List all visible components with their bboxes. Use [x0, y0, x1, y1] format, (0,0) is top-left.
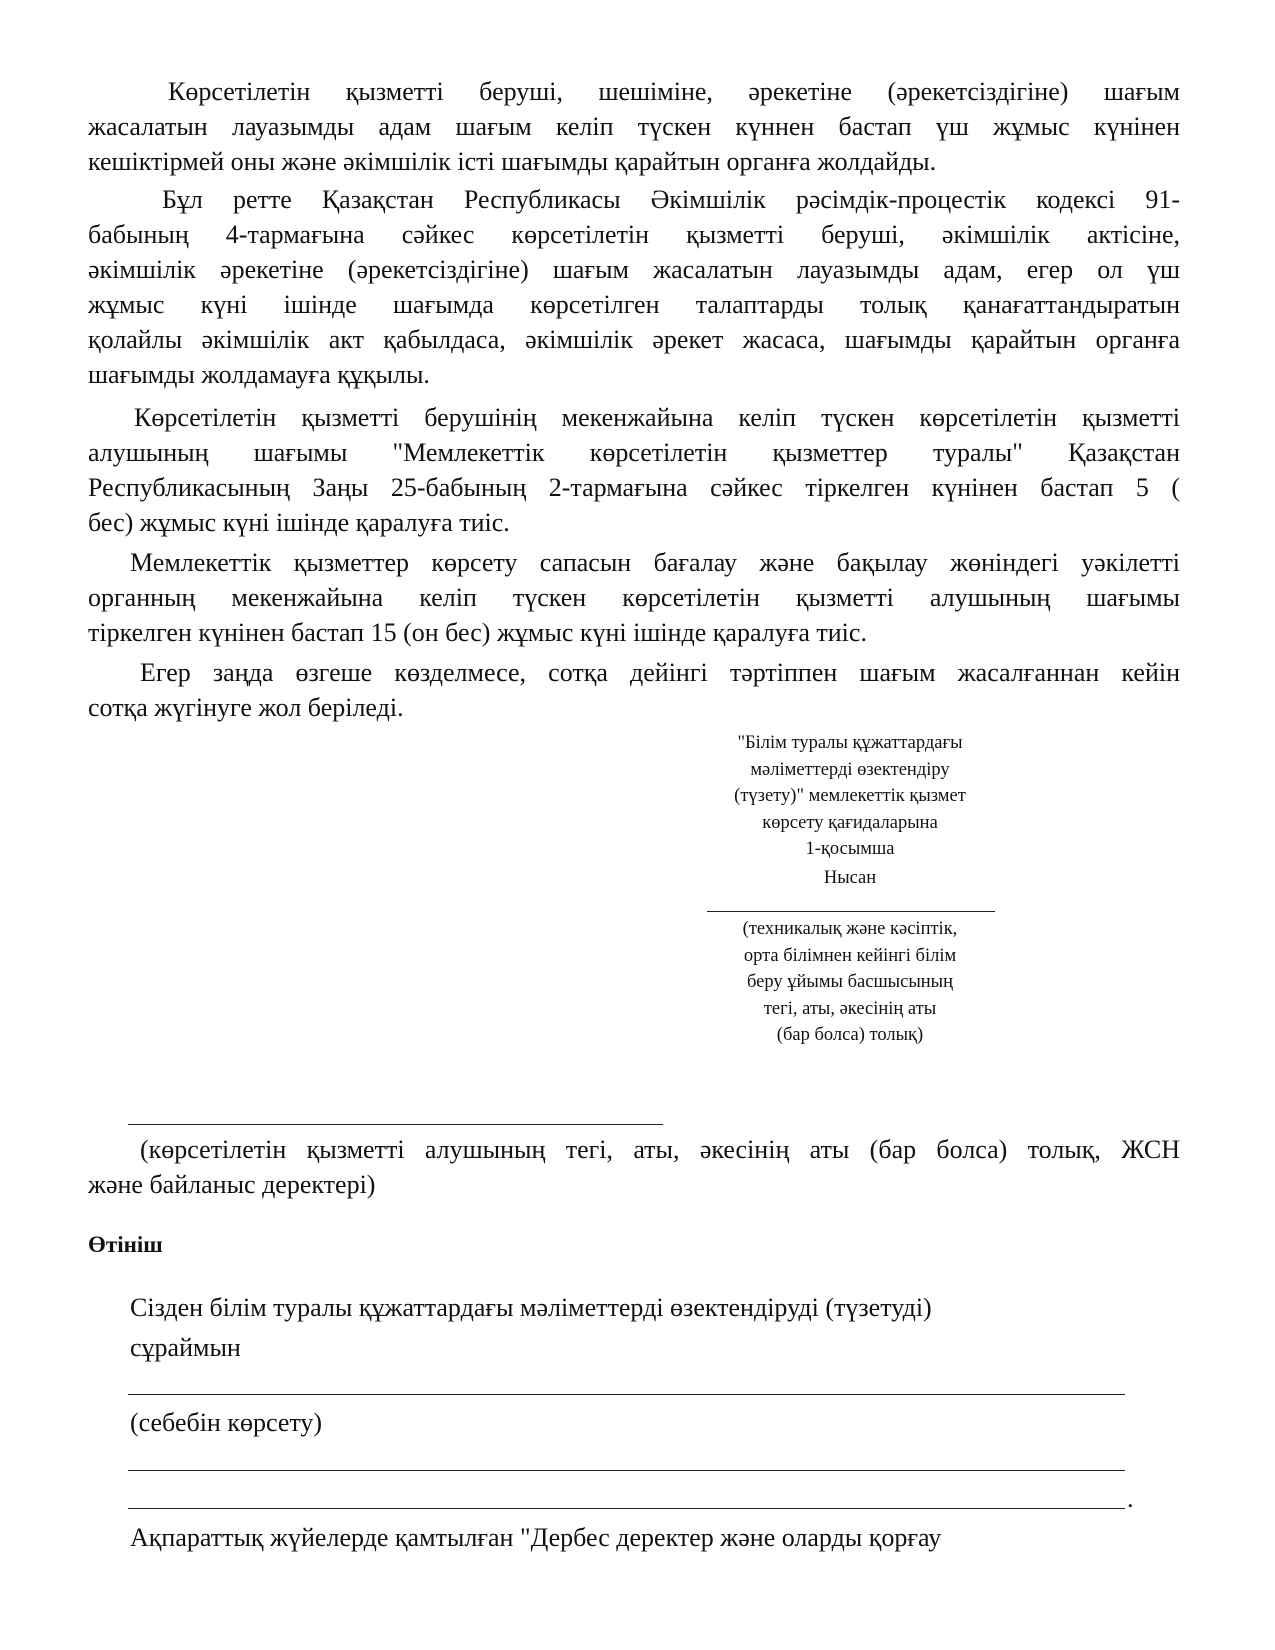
text-line: тіркелген күнінен бастап 15 (он бес) жұмыс күні ішінде қаралуға тиіс. — [88, 618, 867, 647]
text-line: сотқа жүгінуге жол беріледі. — [88, 693, 404, 722]
text-line: Ақпараттық жүйелерде қамтылған "Дербес деректер және оларды қорғау — [130, 1523, 942, 1552]
annex-line: көрсету қағидаларына — [762, 812, 938, 833]
reason-detail-line-2[interactable] — [128, 1508, 1125, 1509]
paragraph-court-appeal — [88, 655, 1180, 725]
text-line: қолайлы әкімшілік акт қабылдаса, әкімшілік әрекет жасаса, шағымды қарайтын органға — [88, 325, 1180, 354]
annex-line: мәліметтерді өзектендіру — [750, 759, 950, 780]
caption-line: тегі, аты, әкесінің аты — [763, 998, 937, 1019]
applicant-blank-line[interactable] — [128, 1124, 663, 1125]
text-line: Көрсетілетін қызметті берушінің мекенжайына келіп түскен көрсетілетін қызметті — [134, 403, 1180, 432]
text-line: жасалатын лауазымды адам шағым келіп түскен күннен бастап үш жұмыс күнінен — [88, 112, 1180, 141]
reason-caption — [130, 1405, 730, 1440]
reason-blank-line[interactable] — [128, 1394, 1125, 1395]
annex-line: "Білім туралы құжаттардағы — [737, 733, 963, 753]
text-line: (көрсетілетін қызметті алушының тегі, аты, әкесінің аты (бар болса) толық, ЖСН — [140, 1135, 1180, 1164]
end-period: . — [1127, 1484, 1134, 1513]
text-line: кешіктірмей оны және әкімшілік істі шағымды қарайтын органға жолдайды. — [88, 147, 937, 176]
applicant-caption — [88, 1132, 1180, 1202]
text-line: (себебін көрсету) — [130, 1408, 323, 1437]
text-line: Мемлекеттік қызметтер көрсету сапасын бағалау және бақылау жөніндегі уәкілетті — [130, 548, 1180, 577]
text-line: сұраймын — [130, 1333, 241, 1362]
caption-line: (бар болса) толық) — [776, 1025, 924, 1045]
text-line: бабының 4-тармағына сәйкес көрсетілетін қызметті беруші, әкімшілік актісіне, — [88, 220, 1180, 249]
annex-line: 1-қосымша — [805, 839, 895, 859]
caption-line: орта білімнен кейінгі білім — [743, 945, 957, 966]
form-label: Нысан — [823, 867, 877, 888]
caption-line: беру ұйымы басшысының — [747, 972, 953, 992]
text-line: Бұл ретте Қазақстан Республикасы Әкімшілік рәсімдік-процестік кодексі 91- — [162, 185, 1180, 214]
application-title: Өтініш — [88, 1232, 163, 1257]
annex-line: (түзету)" мемлекеттік қызмет — [734, 786, 966, 806]
text-line: және байланыс деректері) — [88, 1170, 376, 1199]
consent-text — [130, 1520, 1130, 1555]
addressee-blank-line[interactable] — [707, 911, 995, 912]
text-line: жұмыс күні ішінде шағымда көрсетілген талаптарды толық қанағаттандыратын — [88, 290, 1180, 319]
paragraph-provider-review-period — [88, 400, 1180, 540]
text-line: алушының шағымы "Мемлекеттік көрсетілетін қызметтер туралы" Қазақстан — [88, 438, 1180, 467]
addressee-caption — [700, 916, 1000, 1049]
annex-header — [700, 730, 1000, 891]
request-text — [130, 1290, 1030, 1365]
paragraph-code-article-91 — [88, 182, 1180, 392]
text-line: органның мекенжайына келіп түскен көрсетілетін қызметті алушының шағымы — [88, 583, 1180, 612]
text-line: әкімшілік әрекетіне (әрекетсіздігіне) шағым жасалатын лауазымды адам, егер ол үш — [88, 255, 1180, 284]
text-line: бес) жұмыс күні ішінде қаралуға тиіс. — [88, 508, 510, 537]
text-line: Сізден білім туралы құжаттардағы мәліметтерді өзектендіруді (түзетуді) — [130, 1293, 932, 1322]
text-line: Көрсетілетін қызметті беруші, шешіміне, әрекетіне (әрекетсіздігіне) шағым — [168, 77, 1180, 106]
paragraph-complaint-forwarding — [88, 74, 1180, 179]
paragraph-authority-review-period — [88, 545, 1180, 650]
caption-line: (техникалық және кәсіптік, — [742, 919, 958, 939]
reason-detail-line-1[interactable] — [128, 1470, 1125, 1471]
text-line: шағымды жолдамауға құқылы. — [88, 360, 430, 389]
text-line: Егер заңда өзгеше көзделмесе, сотқа дейінгі тәртіппен шағым жасалғаннан кейін — [140, 658, 1180, 687]
text-line: Республикасының Заңы 25-бабының 2-тармағына сәйкес тіркелген күнінен бастап 5 ( — [88, 473, 1180, 502]
